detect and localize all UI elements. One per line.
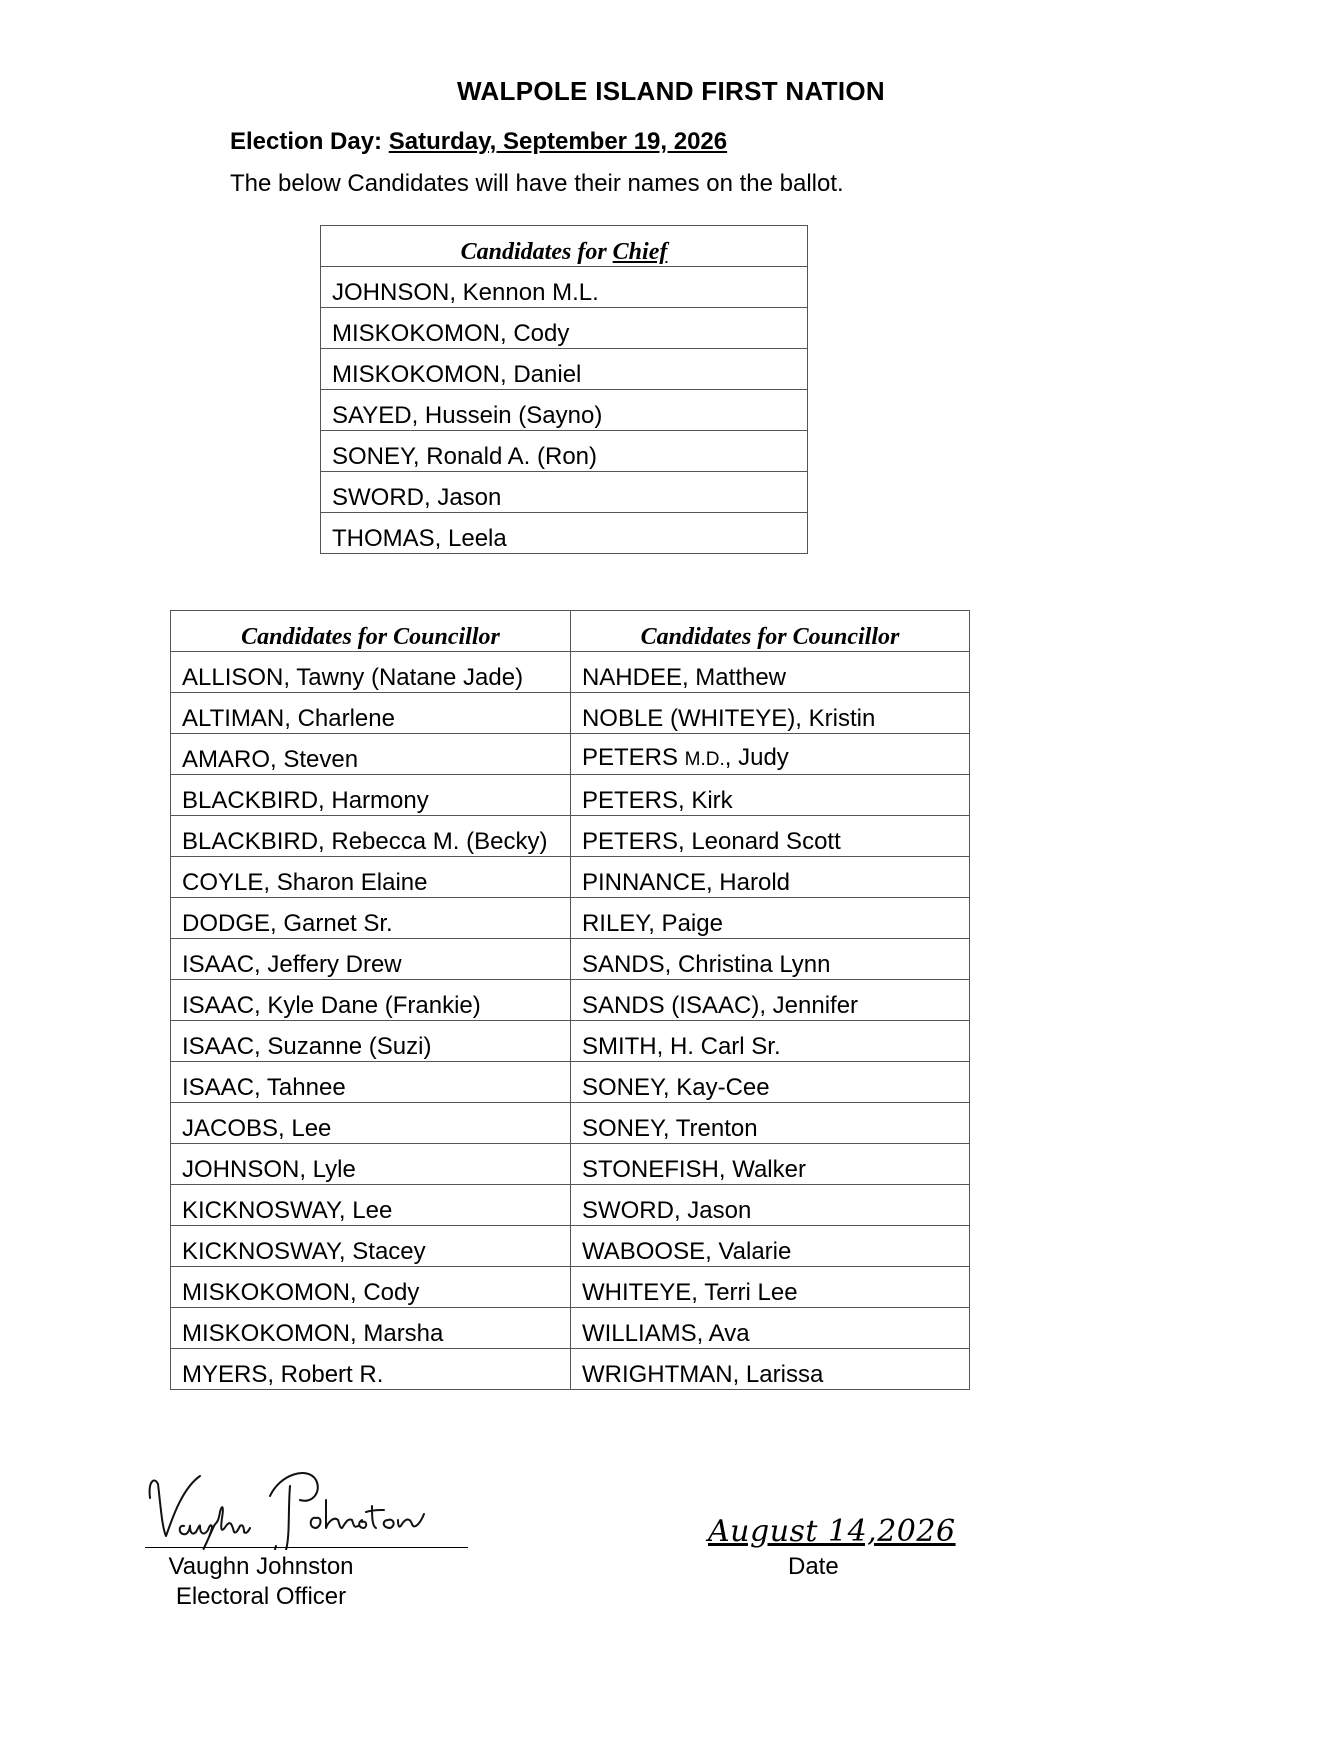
chief-candidates-table (320, 225, 808, 554)
councillor-table-row (171, 1021, 970, 1062)
councillor-candidate-name-right: SONEY, Kay-Cee (570, 1062, 969, 1103)
councillor-candidate-name-right: PINNANCE, Harold (570, 857, 969, 898)
councillor-candidate-name-right: NOBLE (WHITEYE), Kristin (570, 693, 969, 734)
chief-table-row (321, 349, 808, 390)
chief-table-heading (321, 226, 808, 267)
councillor-candidate-name-left: MISKOKOMON, Marsha (171, 1308, 571, 1349)
election-day-label: Election Day: (230, 128, 383, 155)
councillor-candidate-name-left: COYLE, Sharon Elaine (171, 857, 571, 898)
chief-heading-prefix: Candidates for (460, 239, 613, 265)
councillor-table-row (171, 1103, 970, 1144)
councillor-candidate-name-left: ISAAC, Suzanne (Suzi) (171, 1021, 571, 1062)
councillor-candidate-name-left: ISAAC, Tahnee (171, 1062, 571, 1103)
signatory-role: Electoral Officer (175, 1583, 347, 1610)
chief-candidate-name: SONEY, Ronald A. (Ron) (321, 431, 808, 472)
chief-candidate-name: SWORD, Jason (321, 472, 808, 513)
councillor-candidate-name-right: SANDS (ISAAC), Jennifer (570, 980, 969, 1021)
councillor-candidate-name-left: BLACKBIRD, Rebecca M. (Becky) (171, 816, 571, 857)
handwritten-signature (140, 1440, 480, 1550)
document-title: WALPOLE ISLAND FIRST NATION (457, 76, 885, 106)
councillor-table-body (171, 652, 970, 1390)
councillor-table-row (171, 775, 970, 816)
councillor-table-row (171, 693, 970, 734)
councillor-candidate-name-left: JOHNSON, Lyle (171, 1144, 571, 1185)
chief-table-body (321, 267, 808, 554)
councillor-candidate-name-left: KICKNOSWAY, Stacey (171, 1226, 571, 1267)
councillor-candidates-table (170, 610, 970, 1390)
councillor-candidate-name-right: WILLIAMS, Ava (570, 1308, 969, 1349)
date-label: Date (788, 1553, 839, 1580)
councillor-candidate-name-right: SWORD, Jason (570, 1185, 969, 1226)
councillor-table-row (171, 857, 970, 898)
councillor-candidate-name-left: MISKOKOMON, Cody (171, 1267, 571, 1308)
councillor-table-row (171, 652, 970, 693)
councillor-candidate-name-right: SONEY, Trenton (570, 1103, 969, 1144)
election-day-line (230, 128, 727, 156)
handwritten-date: August 14,2026 (708, 1514, 956, 1549)
councillor-candidate-name-right: WRIGHTMAN, Larissa (570, 1349, 969, 1390)
credential-suffix: M.D. (684, 749, 725, 770)
councillor-candidate-name-right: NAHDEE, Matthew (570, 652, 969, 693)
councillor-table-row (171, 1185, 970, 1226)
chief-table-row (321, 308, 808, 349)
councillor-table-row (171, 816, 970, 857)
signature-line (145, 1547, 468, 1548)
councillor-candidate-name-right: SANDS, Christina Lynn (570, 939, 969, 980)
signature-graphic (140, 1440, 480, 1550)
chief-heading-emph: Chief (612, 239, 668, 265)
councillor-table-row (171, 734, 970, 775)
councillor-candidate-name-left: AMARO, Steven (171, 734, 571, 775)
councillor-candidate-name-right: SMITH, H. Carl Sr. (570, 1021, 969, 1062)
election-day-value: Saturday, September 19, 2026 (388, 128, 728, 155)
councillor-table-row (171, 1349, 970, 1390)
councillor-table-row (171, 980, 970, 1021)
councillor-candidate-name-right: STONEFISH, Walker (570, 1144, 969, 1185)
councillor-candidate-name-right: PETERS, Kirk (570, 775, 969, 816)
councillor-candidate-name-left: KICKNOSWAY, Lee (171, 1185, 571, 1226)
councillor-candidate-name-left: DODGE, Garnet Sr. (171, 898, 571, 939)
chief-candidate-name: SAYED, Hussein (Sayno) (321, 390, 808, 431)
chief-table-row (321, 472, 808, 513)
chief-table-row (321, 431, 808, 472)
councillor-heading-right: Candidates for Councillor (570, 611, 969, 652)
chief-table-row (321, 513, 808, 554)
councillor-candidate-name-right: WHITEYE, Terri Lee (570, 1267, 969, 1308)
councillor-candidate-name-left: BLACKBIRD, Harmony (171, 775, 571, 816)
chief-candidate-name: JOHNSON, Kennon M.L. (321, 267, 808, 308)
chief-candidate-name: MISKOKOMON, Daniel (321, 349, 808, 390)
councillor-candidate-name-right: WABOOSE, Valarie (570, 1226, 969, 1267)
councillor-candidate-name-left: ALLISON, Tawny (Natane Jade) (171, 652, 571, 693)
councillor-table-row (171, 1267, 970, 1308)
chief-table-row (321, 267, 808, 308)
councillor-candidate-name-right: PETERS M.D., Judy (570, 734, 969, 775)
councillor-table-row (171, 1226, 970, 1267)
intro-text: The below Candidates will have their names on the ballot. (230, 170, 844, 197)
councillor-candidate-name-left: JACOBS, Lee (171, 1103, 571, 1144)
councillor-table-row (171, 939, 970, 980)
councillor-candidate-name-left: ALTIMAN, Charlene (171, 693, 571, 734)
councillor-candidate-name-right: RILEY, Paige (570, 898, 969, 939)
councillor-candidate-name-left: ISAAC, Kyle Dane (Frankie) (171, 980, 571, 1021)
councillor-table-row (171, 1062, 970, 1103)
chief-candidate-name: MISKOKOMON, Cody (321, 308, 808, 349)
councillor-table-row (171, 1308, 970, 1349)
councillor-candidate-name-left: MYERS, Robert R. (171, 1349, 571, 1390)
chief-table-row (321, 390, 808, 431)
councillor-heading-left: Candidates for Councillor (171, 611, 571, 652)
signatory-name: Vaughn Johnston (168, 1553, 354, 1580)
councillor-table-row (171, 1144, 970, 1185)
councillor-candidate-name-right: PETERS, Leonard Scott (570, 816, 969, 857)
chief-candidate-name: THOMAS, Leela (321, 513, 808, 554)
councillor-table-row (171, 898, 970, 939)
councillor-candidate-name-left: ISAAC, Jeffery Drew (171, 939, 571, 980)
